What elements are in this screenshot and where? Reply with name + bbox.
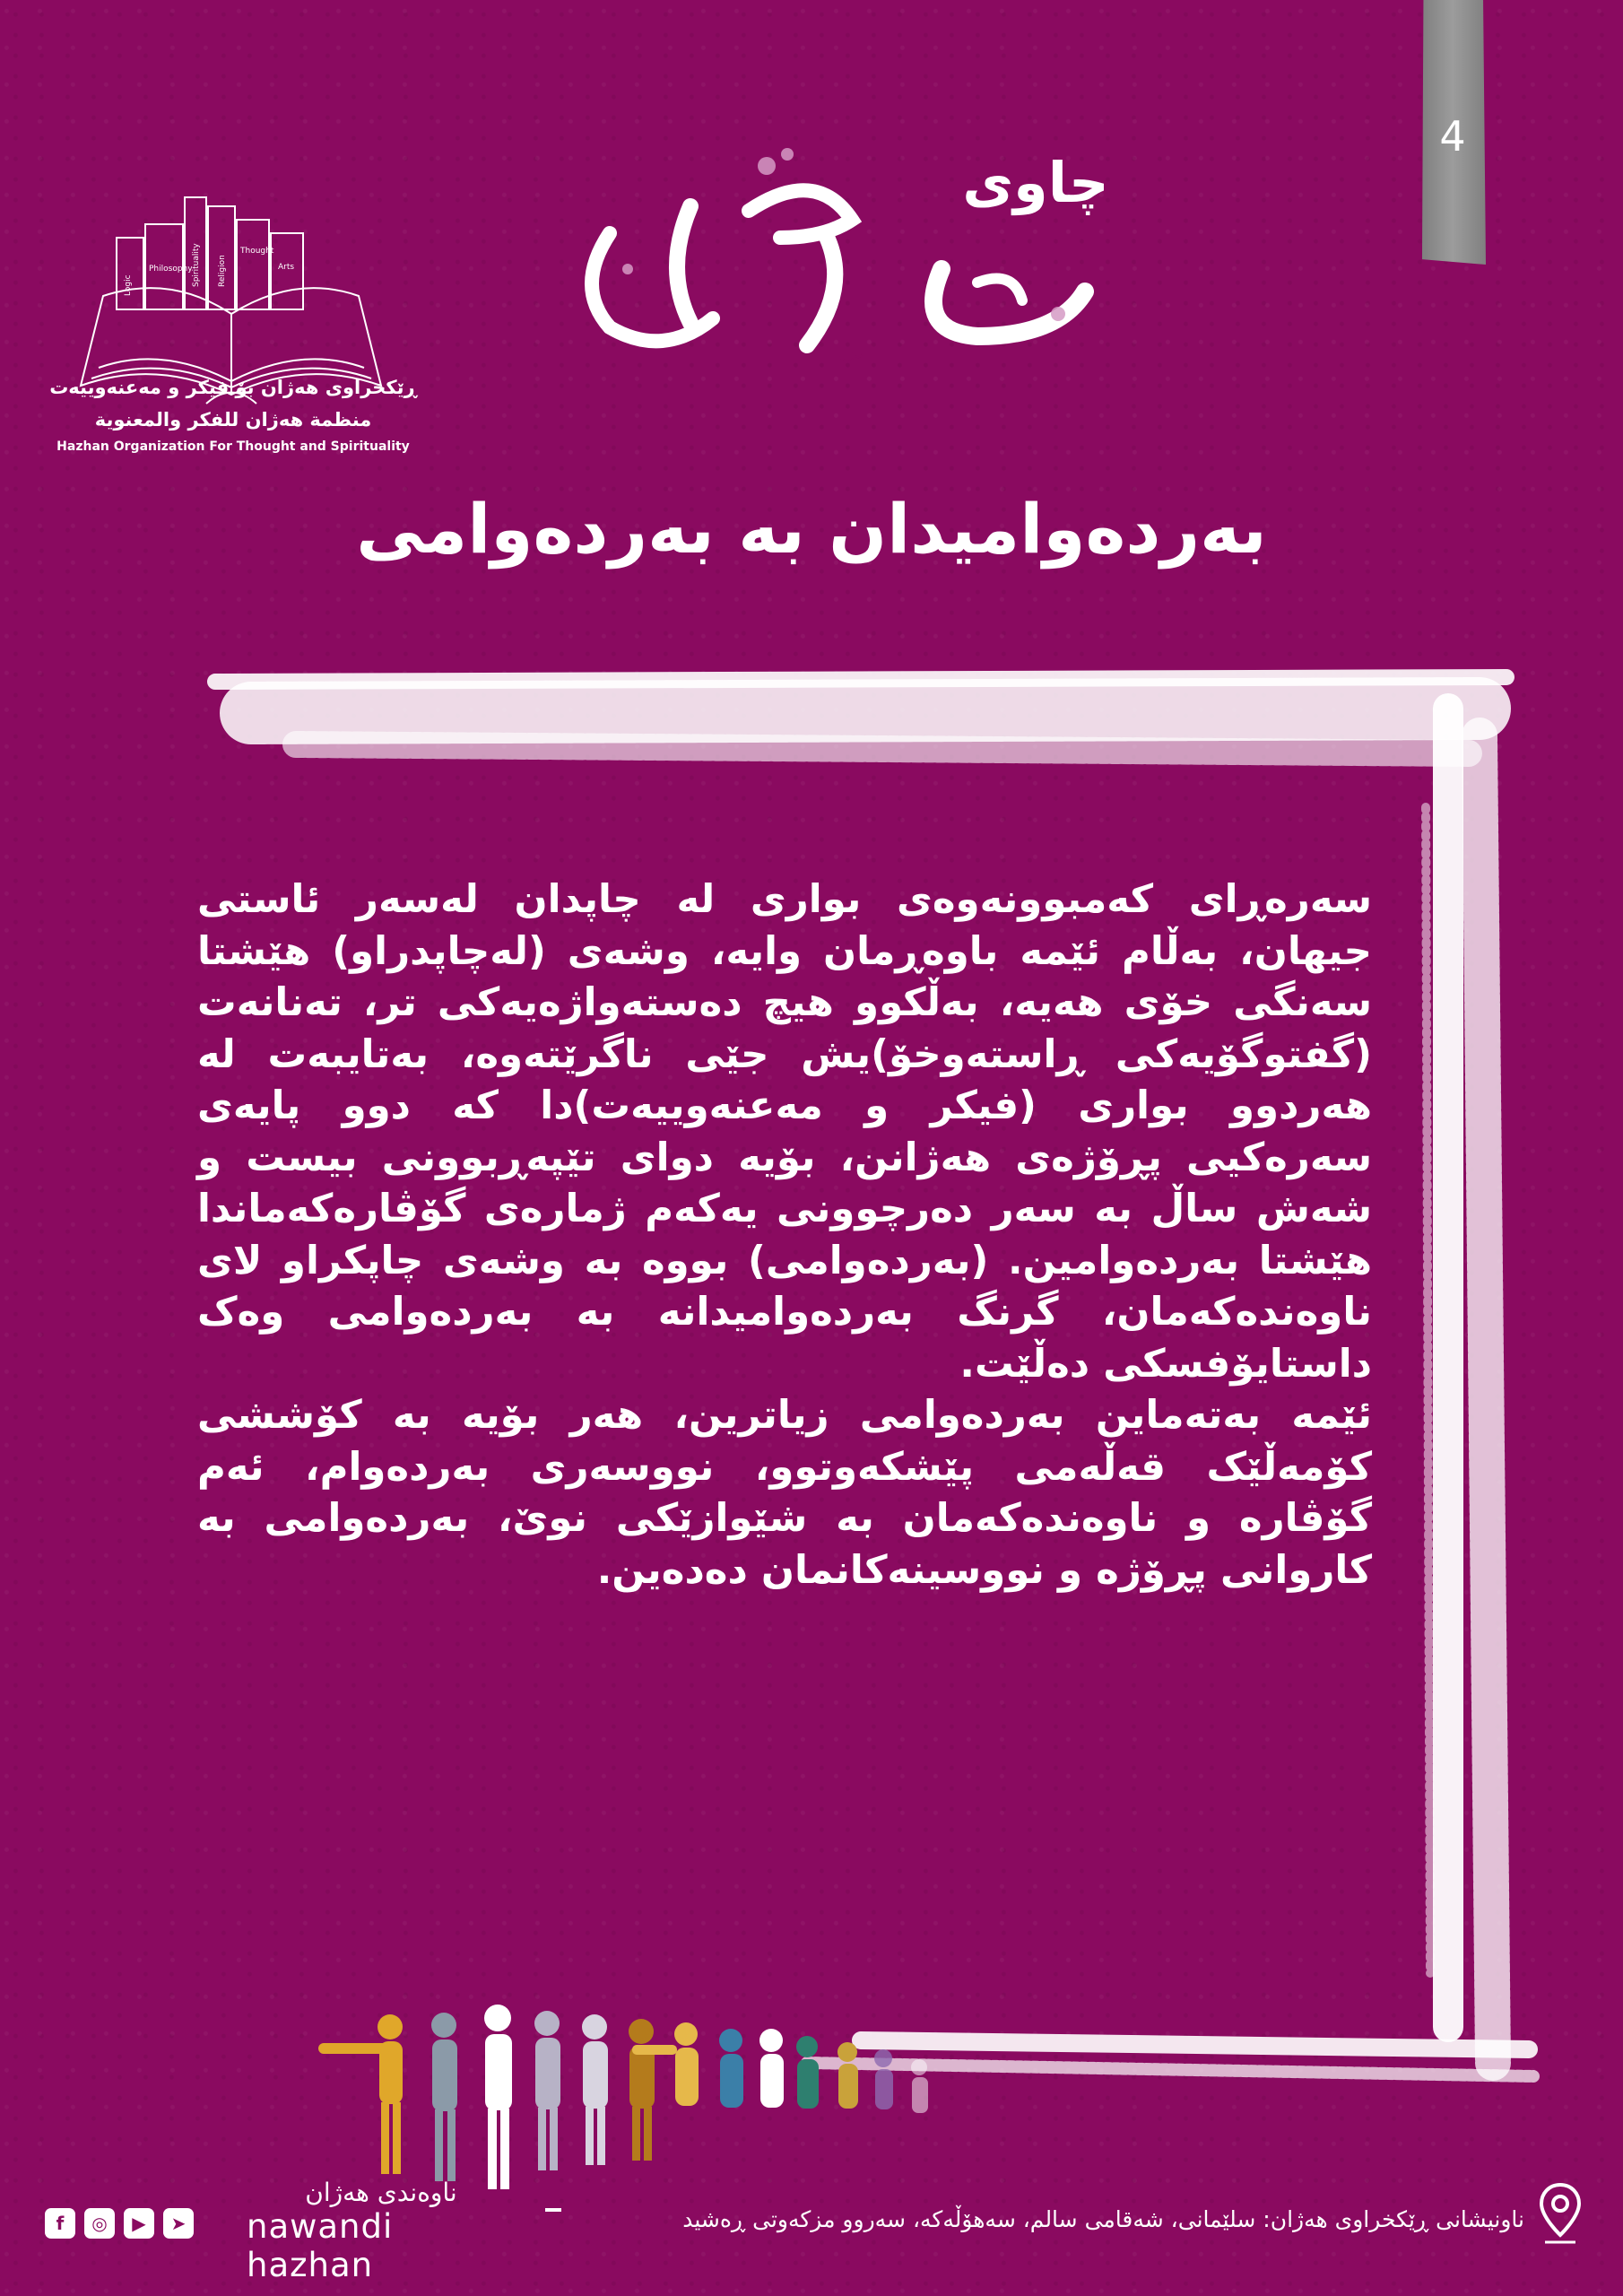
organization-name-arabic: منظمة هەژان للفكر والمعنوية (94, 409, 372, 430)
magazine-logo (556, 135, 1121, 368)
magazine-logo-line2: هەژان (838, 349, 866, 361)
people-illustration (309, 1991, 955, 2197)
spine-philosophy: Philosophy (149, 265, 193, 274)
facebook-icon[interactable]: f (45, 2208, 75, 2239)
article-title: بەردەوامیدان بە بەردەوامی (356, 489, 1267, 569)
article-paragraph-1: سەرەڕای کەمبوونەوەی بواری لە چاپدان لەسەر ئاستی جیهان، بەڵام ئێمە باوەڕمان وایە، وشەی (لەچاپدراو) هێشتا سەنگی خۆی هەیە، بەڵکوو هیچ دەستەواژەیەکی تر، تەنانەت (گفتوگۆیەکی ڕاستەوخۆ)یش جێی ناگرێتەوە، بەتایبەت لە هەردوو بواری (فیکر و مەعنەوییەت)دا کە دوو پایەی سەرەکیی پڕۆژەی هەژانن، بۆیە دوای تێپەڕبوونی بیست و شەش ساڵ بە سەر دەرچوونی یەکەم ژمارەی گۆڤارەکەماندا هێشتا بەردەوامین. (بەردەوامی) بووە بە وشەی چاپکراو لای ناوەندەکەمان، گرنگ بەردەوامیدانە بە بەردەوامی وەک داستایۆفسکی دەڵێت. (197, 877, 1372, 1387)
spine-religion: Religion (218, 255, 227, 287)
brand-name-english: nawandi hazhan (247, 2207, 394, 2284)
organization-name-english: Hazhan Organization For Thought and Spirituality (56, 439, 410, 454)
spine-spirituality: Spirituality (192, 243, 201, 287)
article-paragraph-2: ئێمە بەتەماین بەردەوامی زیاترین، هەر بۆیە بە کۆششی کۆمەڵێک قەڵەمی پێشکەوتوو، نووسەری بەردەوام، ئەم گۆڤارە و ناوەندەکەمان بە شێوازێکی نوێ، بەردەوامی بە کاروانی پڕۆژە و نووسینەکانمان دەدەین. (197, 1393, 1372, 1593)
social-icons (45, 2208, 194, 2239)
telegram-icon[interactable]: ➤ (163, 2208, 194, 2239)
location-pin-icon (1538, 2181, 1583, 2246)
spine-logic: Logic (124, 274, 133, 296)
youtube-icon[interactable]: ▶ (124, 2208, 154, 2239)
instagram-icon[interactable]: ◎ (84, 2208, 115, 2239)
footer-address: ناونیشانی ڕێکخراوی هەژان: سلێمانی، شەقامی سالم، سەهۆڵەکە، سەروو مزکەوتی ڕەشید (682, 2206, 1524, 2232)
brand-name-kurdish: ناوەندی هەژان (305, 2178, 457, 2207)
footer-separator (545, 2208, 561, 2212)
article-body (197, 874, 1372, 1596)
spine-arts: Arts (278, 263, 295, 272)
page-number: 4 (1439, 112, 1466, 161)
spine-thought: Thought (240, 247, 274, 256)
footer-brand (247, 2178, 516, 2284)
organization-name-kurdish: ڕێکخراوی هەژان بۆ فیکر و مەعنەوییەت (49, 377, 417, 398)
magazine-logo-line1: چاوی (962, 150, 1109, 215)
